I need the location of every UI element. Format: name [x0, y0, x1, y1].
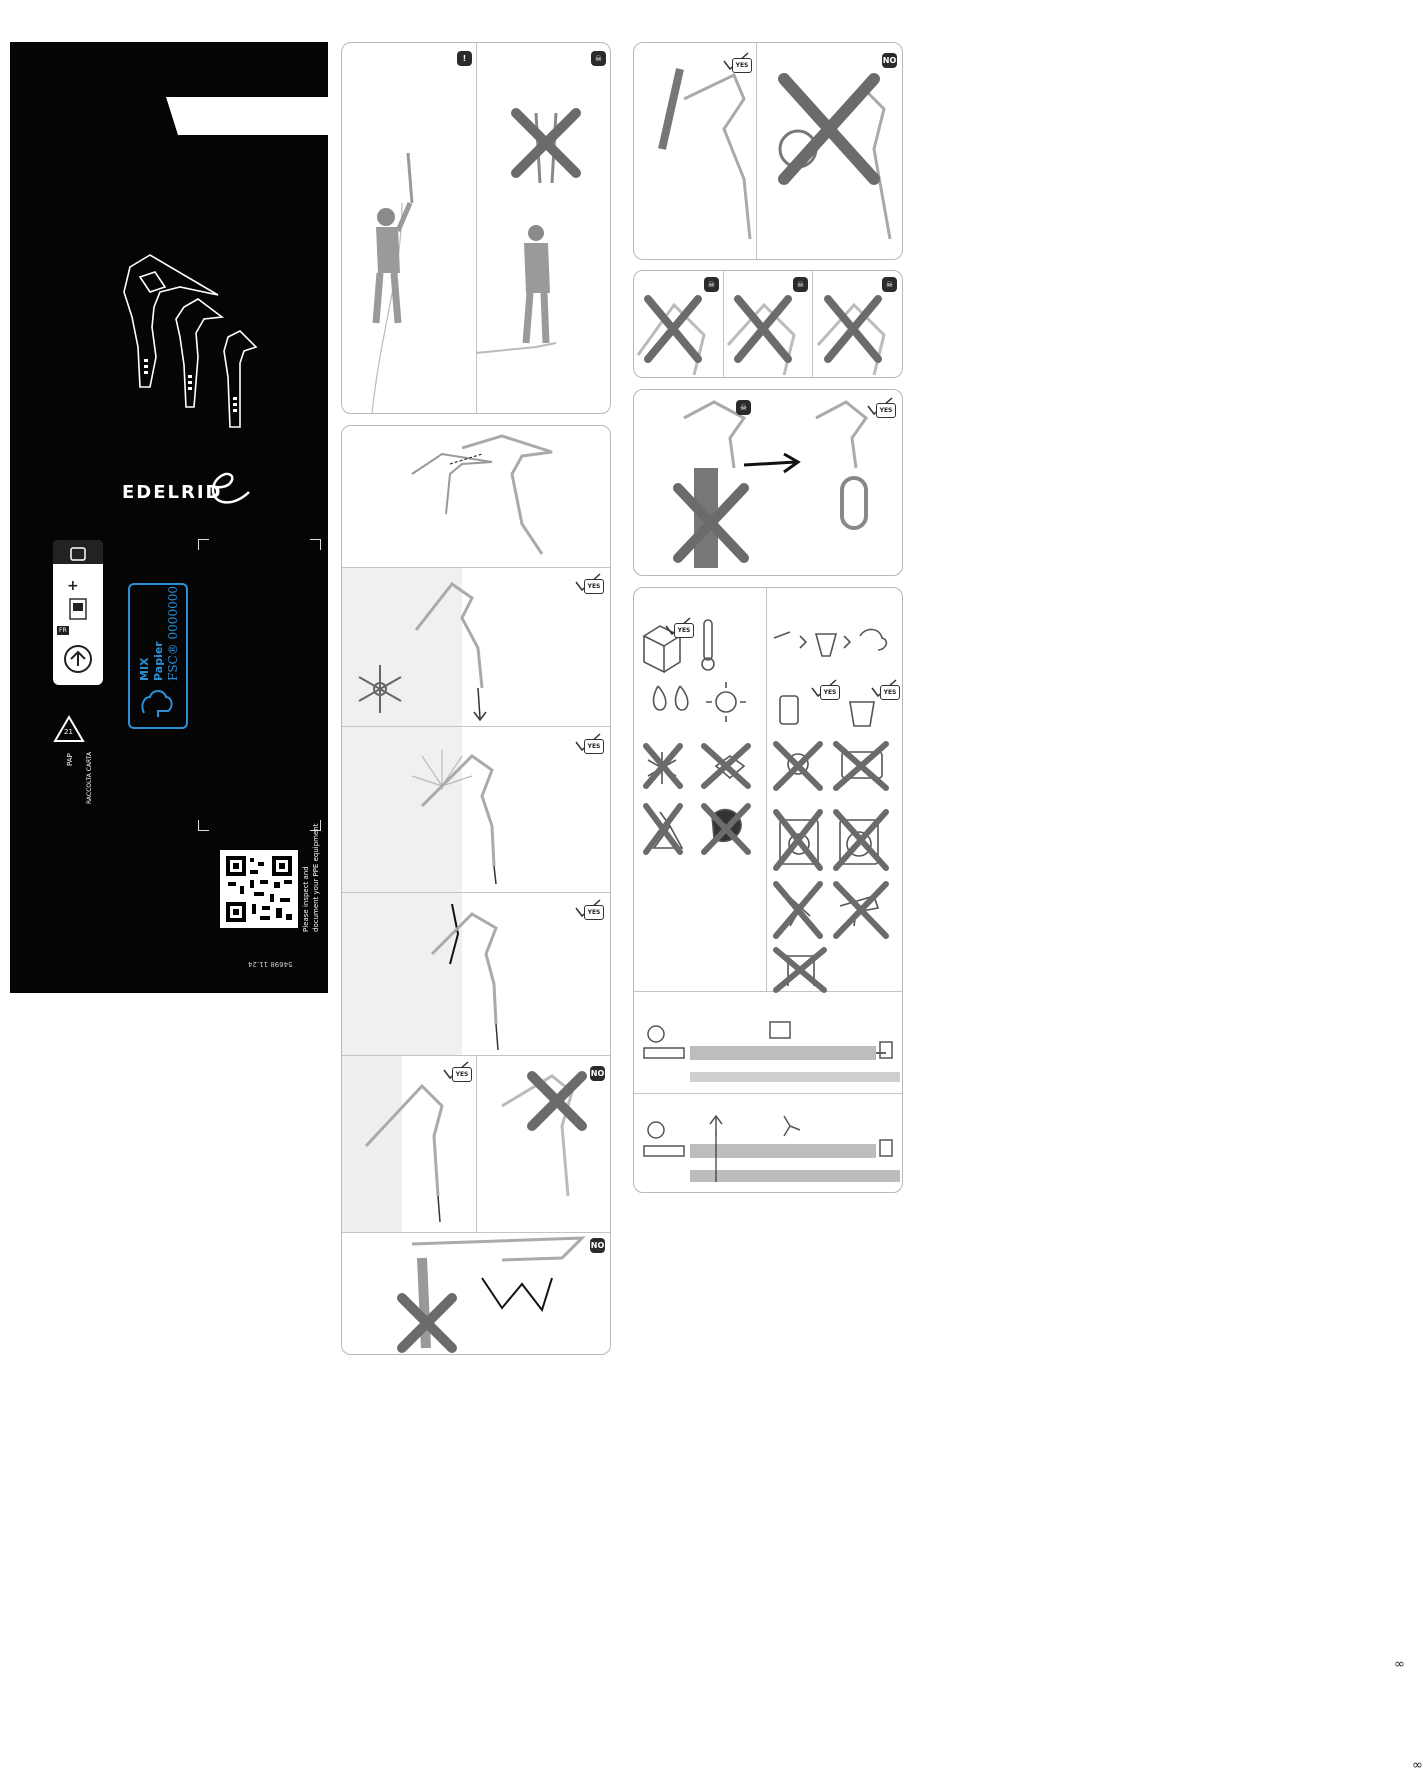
grinder-wrong-illustration — [764, 59, 900, 255]
no-badge: NO — [882, 53, 897, 68]
climber-wrong-illustration — [476, 93, 610, 413]
danger-badge: ☠ — [704, 277, 719, 292]
snowflake-icon — [352, 661, 408, 717]
article-number: 54698 11.24 — [248, 960, 293, 968]
fr-label: FR — [59, 627, 67, 634]
tool-correct-angle-illustration — [362, 1066, 462, 1226]
yes-badge: YES — [722, 51, 752, 73]
no-badge: NO — [590, 1066, 605, 1081]
yes-badge: YES — [574, 732, 604, 754]
panel-damage-check — [633, 270, 903, 378]
hammer-impact-illustration — [382, 1238, 582, 1350]
fsc-code-text: FSC® 0000000 — [166, 586, 180, 681]
panel-sharpening — [633, 42, 903, 260]
tool-in-ice-illustration — [402, 736, 512, 886]
no-badge: NO — [590, 1238, 605, 1253]
leash-wrong-illustration — [674, 398, 764, 570]
fsc-papier-text: Papier — [152, 641, 165, 681]
crop-mark — [198, 539, 209, 550]
fsc-tree-icon — [138, 685, 176, 719]
recycle-info-label — [53, 540, 103, 685]
yes-badge: YES — [442, 1060, 472, 1082]
panel-placement-guide — [341, 425, 611, 1355]
ice-tools-illustration — [110, 247, 260, 447]
infinity-symbol: ∞ — [1394, 1657, 1405, 1672]
recycle-pap: PAP — [66, 753, 74, 766]
brand-logo-mark — [205, 470, 255, 508]
plus-sign: + — [67, 578, 79, 594]
arrow-right-icon — [742, 450, 802, 480]
yes-badge: YES — [574, 572, 604, 594]
file-sharpening-illustration — [644, 59, 754, 255]
fsc-certification-box — [128, 583, 188, 729]
lifetime-timeline-storage — [640, 1018, 900, 1088]
triman-icon — [63, 644, 93, 674]
infinity-symbol: ∞ — [1412, 1758, 1423, 1773]
panel-care-storage — [633, 587, 1423, 1773]
cover-banner — [160, 97, 330, 137]
tool-in-snow-illustration — [412, 578, 502, 723]
tool-in-crack-illustration — [422, 904, 522, 1054]
cleaning-care-icons — [770, 616, 900, 986]
yes-badge: YES — [574, 898, 604, 920]
qr-note-line1: Please inspect and — [302, 866, 310, 932]
qr-note-line2: document your PPE equipment — [312, 823, 320, 932]
cover-panel — [10, 42, 328, 993]
warning-badge: ! — [457, 51, 472, 66]
carabiner-correct-illustration — [806, 398, 876, 538]
storage-conditions-icons — [640, 616, 764, 856]
panel-leash-attachment — [633, 389, 903, 576]
climber-correct-illustration — [342, 123, 476, 413]
yes-badge: YES — [866, 396, 896, 418]
crop-mark — [198, 820, 209, 831]
tool-wrong-angle-illustration — [492, 1066, 602, 1226]
yes-badge: YES — [810, 678, 840, 700]
qr-code[interactable] — [220, 850, 298, 928]
danger-badge: ☠ — [591, 51, 606, 66]
danger-badge: ☠ — [882, 277, 897, 292]
fsc-mix-text: MIX — [138, 657, 151, 681]
lifetime-timeline-use — [640, 1112, 900, 1188]
tool-overlay-illustration — [402, 434, 562, 564]
paper-icon — [65, 596, 91, 622]
danger-badge: ☠ — [793, 277, 808, 292]
danger-badge: ☠ — [736, 400, 751, 415]
damaged-head-illustrations — [634, 285, 902, 375]
yes-badge: YES — [870, 678, 900, 700]
recycle-bin-icon — [63, 546, 93, 562]
yes-badge: YES — [664, 616, 694, 638]
brand-logo-text: EDELRID — [122, 482, 223, 503]
crop-mark — [310, 539, 321, 550]
recycle-note: RACCOLTA CARTA — [86, 751, 93, 804]
recycle-code: 21 — [64, 728, 73, 736]
panel-climbing-scenario — [341, 42, 611, 414]
